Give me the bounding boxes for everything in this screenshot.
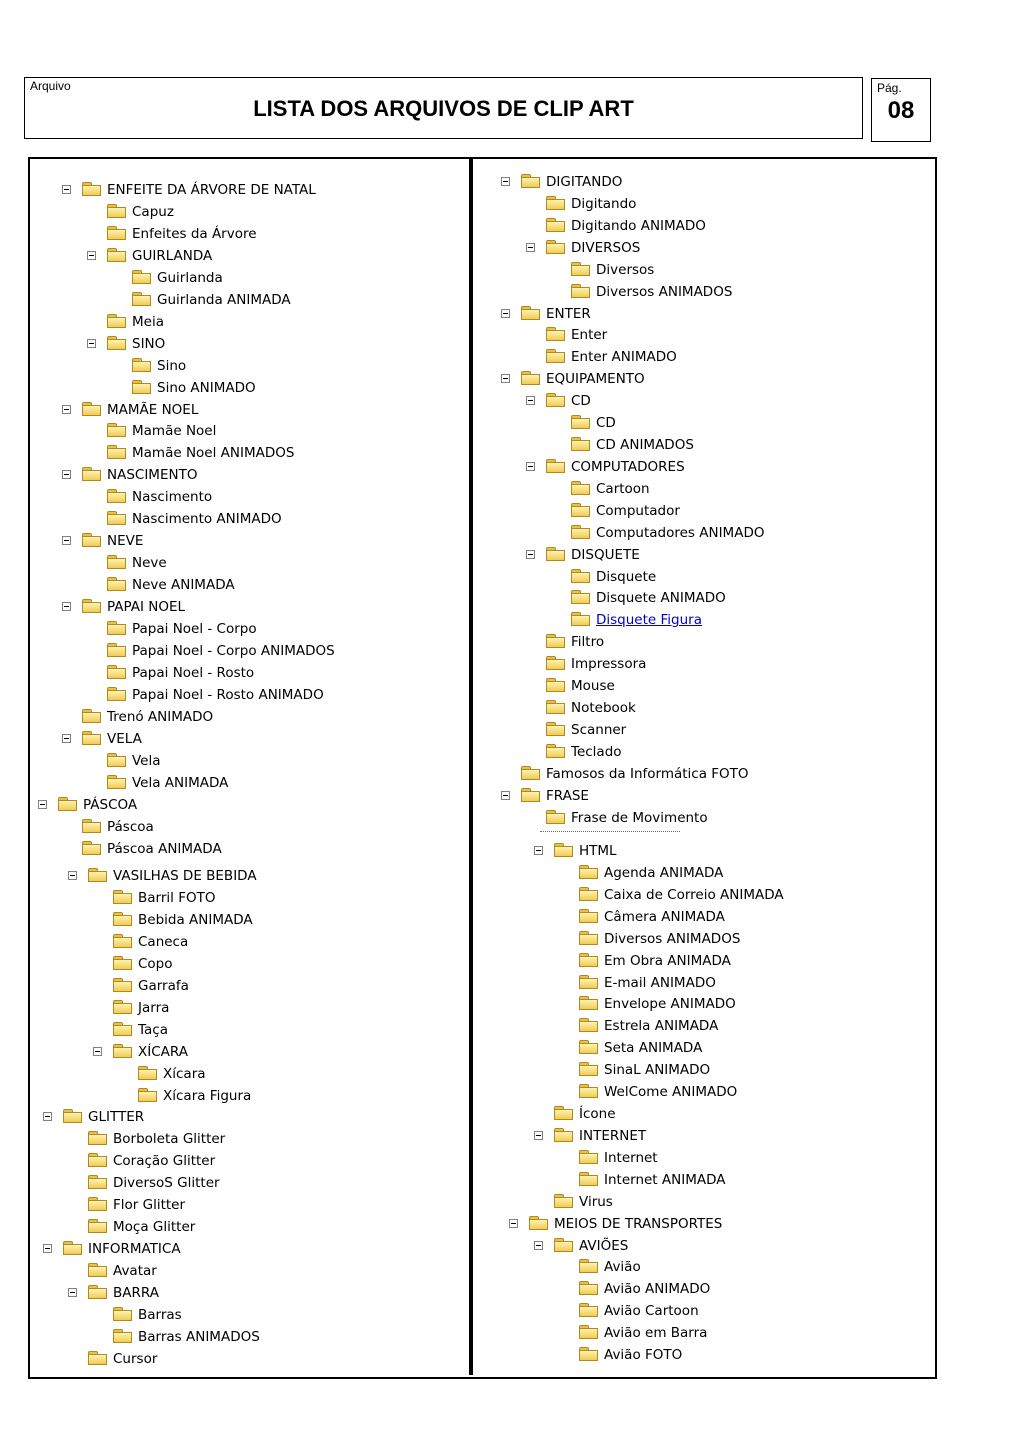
- tree-item-label: HTML: [579, 843, 617, 859]
- folder-icon: [579, 1281, 598, 1295]
- tree-item-virus[interactable]: [554, 1191, 613, 1213]
- tree-item-digitando-animado[interactable]: [546, 215, 706, 237]
- tree-item-label: Capuz: [132, 204, 174, 220]
- tree-item-label: DIGITANDO: [546, 174, 623, 190]
- collapse-toggle-icon[interactable]: [534, 846, 543, 855]
- tree-item-label: Sino ANIMADO: [157, 380, 256, 396]
- folder-icon: [554, 843, 573, 857]
- tree-item-label: COMPUTADORES: [571, 459, 685, 475]
- tree-item-teclado[interactable]: [546, 741, 622, 763]
- collapse-toggle-icon[interactable]: [526, 396, 535, 405]
- tree-item-label: NASCIMENTO: [107, 467, 198, 483]
- tree-item-label: Garrafa: [138, 978, 189, 994]
- tree-item-label: DiversoS Glitter: [113, 1175, 220, 1191]
- tree-item-label: Xícara: [163, 1066, 206, 1082]
- tree-item-digitando[interactable]: [521, 171, 622, 193]
- tree-item-label: VELA: [107, 731, 142, 747]
- folder-icon: [546, 547, 565, 561]
- tree-item-diversos-animados[interactable]: [579, 928, 740, 950]
- tree-item-label: Bebida ANIMADA: [138, 912, 253, 928]
- tree-item-internet-animada[interactable]: [579, 1169, 726, 1191]
- tree-item-label: INTERNET: [579, 1128, 647, 1144]
- tree-item-computador[interactable]: [571, 500, 680, 522]
- tree-item-label: Trenó ANIMADO: [107, 709, 214, 725]
- tree-item-avioes[interactable]: [554, 1235, 628, 1257]
- tree-item-camera-animada[interactable]: [579, 906, 725, 928]
- tree-item-label: SINO: [132, 336, 166, 352]
- tree-item-diversos[interactable]: [571, 259, 654, 281]
- tree-item-label: Flor Glitter: [113, 1197, 186, 1213]
- tree-item-label: CD: [571, 393, 591, 409]
- folder-icon: [546, 196, 565, 210]
- tree-item-label: Caneca: [138, 934, 189, 950]
- tree-item-label: Nascimento ANIMADO: [132, 511, 282, 527]
- folder-icon: [546, 678, 565, 692]
- tree-item-label: GLITTER: [88, 1109, 145, 1125]
- folder-icon: [579, 1259, 598, 1273]
- tree-item-caixa-de-correio-animada[interactable]: [579, 884, 784, 906]
- tree-item-label: ENTER: [546, 306, 591, 322]
- tree-item-internet[interactable]: [579, 1147, 658, 1169]
- tree-item-label: Diversos ANIMADOS: [604, 931, 741, 947]
- tree-item-label: Enter ANIMADO: [571, 349, 677, 365]
- tree-item-label: MEIOS DE TRANSPORTES: [554, 1216, 723, 1232]
- tree-item-disquete-figura[interactable]: [571, 609, 702, 631]
- tree-item-label: Caixa de Correio ANIMADA: [604, 887, 784, 903]
- page-label: Pág.: [877, 81, 902, 95]
- folder-icon: [579, 1347, 598, 1361]
- folder-icon: [546, 240, 565, 254]
- folder-icon: [571, 503, 590, 517]
- tree-item-label: Cursor: [113, 1351, 158, 1367]
- tree-item-label: Estrela ANIMADA: [604, 1018, 719, 1034]
- tree-item-scanner[interactable]: [546, 719, 626, 741]
- tree-item-label: Guirlanda: [157, 270, 223, 286]
- tree-item-label: Mouse: [571, 678, 615, 694]
- tree-item-label: Avião FOTO: [604, 1347, 683, 1363]
- tree-item-label: Barril FOTO: [138, 890, 216, 906]
- tree-item-label: Enfeites da Árvore: [132, 226, 257, 242]
- folder-icon: [579, 1018, 598, 1032]
- folder-icon: [579, 1172, 598, 1186]
- tree-item-enter[interactable]: [546, 324, 607, 346]
- tree-item-label: NEVE: [107, 533, 144, 549]
- folder-icon: [579, 1303, 598, 1317]
- folder-icon: [546, 700, 565, 714]
- folder-icon: [571, 284, 590, 298]
- folder-icon: [529, 1216, 548, 1230]
- folder-icon: [546, 218, 565, 232]
- folder-icon: [554, 1106, 573, 1120]
- collapse-toggle-icon[interactable]: [501, 374, 510, 383]
- collapse-toggle-icon[interactable]: [509, 1219, 518, 1228]
- tree-item-label: Meia: [132, 314, 164, 330]
- folder-icon: [554, 1238, 573, 1252]
- folder-icon: [521, 788, 540, 802]
- tree-item-internet[interactable]: [554, 1125, 646, 1147]
- tree-item-label: Notebook: [571, 700, 636, 716]
- folder-icon: [579, 975, 598, 989]
- tree-item-aviao-animado[interactable]: [579, 1278, 710, 1300]
- tree-item-label: MAMÃE NOEL: [107, 402, 199, 418]
- folder-icon: [571, 569, 590, 583]
- folder-icon: [546, 722, 565, 736]
- folder-icon: [554, 1128, 573, 1142]
- tree-item-aviao-cartoon[interactable]: [579, 1300, 699, 1322]
- tree-item-impressora[interactable]: [546, 653, 646, 675]
- folder-icon: [579, 1150, 598, 1164]
- tree-item-label: Internet ANIMADA: [604, 1172, 726, 1188]
- tree-item-label: DISQUETE: [571, 547, 640, 563]
- tree-item-cd[interactable]: [546, 390, 591, 412]
- collapse-toggle-icon[interactable]: [534, 1241, 543, 1250]
- tree-item-disquete[interactable]: [546, 544, 640, 566]
- tree-item-label: Computador: [596, 503, 680, 519]
- tree-item-label: Avião: [604, 1259, 641, 1275]
- tree-item-label: Internet: [604, 1150, 658, 1166]
- tree-item-famosos-da-informatica-foto[interactable]: [521, 763, 749, 785]
- folder-icon: [579, 1325, 598, 1339]
- folder-icon: [579, 953, 598, 967]
- folder-icon: [579, 865, 598, 879]
- folder-icon: [571, 612, 590, 626]
- collapse-toggle-icon[interactable]: [501, 177, 510, 186]
- collapse-toggle-icon[interactable]: [534, 1131, 543, 1140]
- folder-icon: [571, 415, 590, 429]
- tree-item-cd-animados[interactable]: [571, 434, 694, 456]
- tree-item-enter[interactable]: [521, 303, 591, 325]
- tree-item-welcome-animado[interactable]: [579, 1081, 737, 1103]
- folder-icon: [571, 437, 590, 451]
- tree-item-label: Páscoa: [107, 819, 154, 835]
- folder-icon: [546, 327, 565, 341]
- tree-item-label: Copo: [138, 956, 173, 972]
- tree-item-cartoon[interactable]: [571, 478, 650, 500]
- tree-item-label: Avião Cartoon: [604, 1303, 699, 1319]
- tree-item-label: Seta ANIMADA: [604, 1040, 703, 1056]
- folder-icon: [546, 393, 565, 407]
- folder-icon: [521, 371, 540, 385]
- tree-item-label: Frase de Movimento: [571, 810, 708, 826]
- tree-item-notebook[interactable]: [546, 697, 636, 719]
- tree-item-label: BARRA: [113, 1285, 159, 1301]
- folder-icon: [521, 766, 540, 780]
- tree-item-label: SinaL ANIMADO: [604, 1062, 711, 1078]
- folder-icon: [571, 262, 590, 276]
- tree-item-label: Vela ANIMADA: [132, 775, 229, 791]
- collapse-toggle-icon[interactable]: [501, 309, 510, 318]
- tree-item-html[interactable]: [554, 840, 617, 862]
- tree-item-label: DIVERSOS: [571, 240, 641, 256]
- tree-item-label: Neve ANIMADA: [132, 577, 235, 593]
- tree-item-e-mail-animado[interactable]: [579, 972, 716, 994]
- tree-item-disquete[interactable]: [571, 566, 656, 588]
- tree-item-label: Mamãe Noel: [132, 423, 217, 439]
- folder-icon: [546, 656, 565, 670]
- tree-item-disquete-animado[interactable]: [571, 587, 726, 609]
- tree-item-enter-animado[interactable]: [546, 346, 677, 368]
- tree-item-equipamento[interactable]: [521, 368, 645, 390]
- tree-item-label: Digitando: [571, 196, 637, 212]
- tree-item-aviao[interactable]: [579, 1256, 641, 1278]
- tree-item-computadores-animado[interactable]: [571, 522, 764, 544]
- tree-item-digitando[interactable]: [546, 193, 636, 215]
- tree-item-label: Barras: [138, 1307, 182, 1323]
- tree-item-label: Xícara Figura: [163, 1088, 252, 1104]
- tree-item-label: FRASE: [546, 788, 589, 804]
- tree-item-label: Cartoon: [596, 481, 650, 497]
- tree-item-label: Enter: [571, 327, 608, 343]
- header-label: Arquivo: [30, 79, 71, 93]
- tree-item-label: Avião ANIMADO: [604, 1281, 711, 1297]
- tree-item-sinal-animado[interactable]: [579, 1059, 710, 1081]
- page-number: 08: [887, 97, 915, 124]
- tree-item-cd[interactable]: [571, 412, 616, 434]
- folder-icon: [546, 744, 565, 758]
- tree-item-seta-animada[interactable]: [579, 1037, 702, 1059]
- tree-item-label: Disquete ANIMADO: [596, 590, 726, 606]
- tree-item-envelope-animado[interactable]: [579, 993, 736, 1015]
- tree-item-label: INFORMATICA: [88, 1241, 181, 1257]
- folder-icon: [571, 481, 590, 495]
- folder-icon: [521, 306, 540, 320]
- page-title: LISTA DOS ARQUIVOS DE CLIP ART: [253, 96, 634, 121]
- tree-item-label: VASILHAS DE BEBIDA: [113, 868, 257, 884]
- tree-item-label: Páscoa ANIMADA: [107, 841, 222, 857]
- collapse-toggle-icon[interactable]: [526, 550, 535, 559]
- tree-item-label: GUIRLANDA: [132, 248, 213, 264]
- tree-item-label: ENFEITE DA ÁRVORE DE NATAL: [107, 182, 316, 198]
- tree-item-label: Sino: [157, 358, 187, 374]
- tree-item-label: Mamãe Noel ANIMADOS: [132, 445, 295, 461]
- folder-icon: [579, 909, 598, 923]
- folder-icon: [546, 810, 565, 824]
- folder-icon: [579, 1040, 598, 1054]
- collapse-toggle-icon[interactable]: [501, 791, 510, 800]
- tree-item-frase[interactable]: [521, 785, 589, 807]
- tree-item-computadores[interactable]: [546, 456, 685, 478]
- tree-item-agenda-animada[interactable]: [579, 862, 723, 884]
- tree-item-estrela-animada[interactable]: [579, 1015, 718, 1037]
- tree-item-label: Moça Glitter: [113, 1219, 196, 1235]
- tree-item-label: Filtro: [571, 634, 605, 650]
- tree-item-icone[interactable]: [554, 1103, 616, 1125]
- tree-item-label: Guirlanda ANIMADA: [157, 292, 291, 308]
- tree-item-label: Avatar: [113, 1263, 157, 1279]
- folder-icon: [554, 1194, 573, 1208]
- tree-item-label: Papai Noel - Rosto ANIMADO: [132, 687, 324, 703]
- tree-item-label: PAPAI NOEL: [107, 599, 186, 615]
- tree-item-label: Coração Glitter: [113, 1153, 216, 1169]
- folder-icon: [546, 459, 565, 473]
- folder-icon: [579, 931, 598, 945]
- folder-icon: [546, 349, 565, 363]
- folder-icon: [579, 887, 598, 901]
- tree-item-meios-de-transportes[interactable]: [529, 1213, 722, 1235]
- folder-icon: [579, 1062, 598, 1076]
- tree-item-label: AVIÕES: [579, 1238, 629, 1254]
- folder-icon: [546, 634, 565, 648]
- folder-icon: [571, 590, 590, 604]
- clipped-row-fragment: [500, 831, 760, 837]
- folder-icon: [521, 174, 540, 188]
- tree-item-label: Papai Noel - Rosto: [132, 665, 255, 681]
- tree-item-label: Em Obra ANIMADA: [604, 953, 731, 969]
- tree-item-label: Taça: [138, 1022, 168, 1038]
- collapse-toggle-icon[interactable]: [526, 243, 535, 252]
- tree-item-label: Papai Noel - Corpo: [132, 621, 257, 637]
- tree-item-label: Disquete Figura: [596, 612, 702, 628]
- tree-item-filtro[interactable]: [546, 631, 604, 653]
- tree-item-label: Disquete: [596, 569, 657, 585]
- tree-item-label: Câmera ANIMADA: [604, 909, 725, 925]
- tree-item-label: Nascimento: [132, 489, 213, 505]
- tree-item-label: Jarra: [138, 1000, 170, 1016]
- tree-item-label: Agenda ANIMADA: [604, 865, 724, 881]
- tree-item-label: Ícone: [579, 1106, 616, 1122]
- tree-item-label: Diversos ANIMADOS: [596, 284, 733, 300]
- tree-item-label: Famosos da Informática FOTO: [546, 766, 749, 782]
- collapse-toggle-icon[interactable]: [526, 462, 535, 471]
- tree-item-label: CD ANIMADOS: [596, 437, 694, 453]
- folder-icon: [579, 1084, 598, 1098]
- tree-item-label: Scanner: [571, 722, 627, 738]
- tree-item-label: Borboleta Glitter: [113, 1131, 226, 1147]
- tree-item-label: PÁSCOA: [83, 797, 138, 813]
- tree-item-label: Vela: [132, 753, 161, 769]
- tree-item-diversos-animados[interactable]: [571, 281, 732, 303]
- tree-item-label: Teclado: [571, 744, 622, 760]
- tree-item-label: Impressora: [571, 656, 647, 672]
- tree-item-label: EQUIPAMENTO: [546, 371, 645, 387]
- tree-item-label: Neve: [132, 555, 167, 571]
- tree-item-label: Avião em Barra: [604, 1325, 708, 1341]
- tree-item-label: CD: [596, 415, 616, 431]
- tree-item-label: WelCome ANIMADO: [604, 1084, 738, 1100]
- tree-item-label: Barras ANIMADOS: [138, 1329, 260, 1345]
- tree-item-aviao-em-barra[interactable]: [579, 1322, 707, 1344]
- tree-item-label: Papai Noel - Corpo ANIMADOS: [132, 643, 335, 659]
- tree-item-diversos[interactable]: [546, 237, 640, 259]
- tree-item-label: E-mail ANIMADO: [604, 975, 716, 991]
- tree-item-em-obra-animada[interactable]: [579, 950, 731, 972]
- folder-icon: [571, 525, 590, 539]
- folder-icon: [579, 996, 598, 1010]
- tree-item-mouse[interactable]: [546, 675, 615, 697]
- tree-item-label: Envelope ANIMADO: [604, 996, 736, 1012]
- tree-item-label: Virus: [579, 1194, 613, 1210]
- tree-item-label: Diversos: [596, 262, 655, 278]
- tree-item-aviao-foto[interactable]: [579, 1344, 682, 1366]
- tree-item-label: Digitando ANIMADO: [571, 218, 706, 234]
- tree-item-frase-de-movimento[interactable]: [546, 807, 708, 829]
- tree-item-label: XÍCARA: [138, 1044, 188, 1060]
- tree-item-label: Computadores ANIMADO: [596, 525, 765, 541]
